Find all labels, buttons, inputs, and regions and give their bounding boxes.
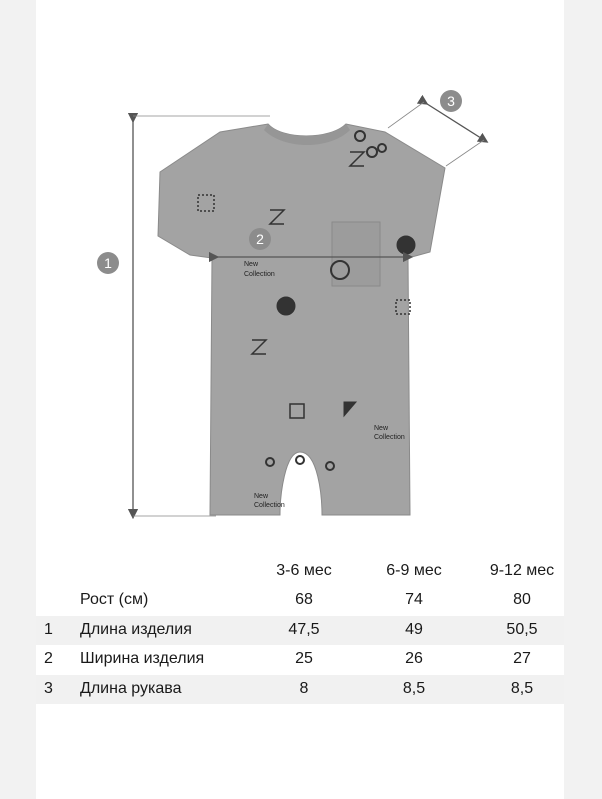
table-row (36, 645, 564, 675)
table-row (36, 586, 564, 616)
svg-text:New: New (254, 493, 269, 500)
row-value: 26 (405, 650, 423, 667)
length-badge: 1 (97, 252, 119, 274)
row-value: 80 (513, 591, 531, 608)
row-value: 49 (405, 620, 423, 638)
row-value: 25 (295, 650, 313, 667)
row-label: Длина рукава (80, 679, 182, 697)
row-value: 8 (299, 679, 309, 697)
svg-text:Collection: Collection (244, 271, 275, 278)
row-number: 2 (44, 650, 53, 667)
row-value: 8,5 (402, 679, 426, 697)
svg-text:New: New (374, 425, 389, 432)
sleeve-badge: 3 (440, 90, 462, 112)
svg-text:Collection: Collection (374, 434, 405, 441)
row-number: 1 (44, 620, 53, 638)
size-table (36, 552, 564, 704)
row-value: 8,5 (510, 679, 534, 697)
size-table-header (36, 552, 564, 586)
row-number: 3 (44, 679, 53, 697)
row-value: 74 (405, 591, 423, 608)
romper-pocket (332, 222, 380, 286)
size-header-2: 6-9 мес (386, 562, 442, 579)
svg-text:Collection: Collection (254, 502, 285, 509)
row-value: 50,5 (506, 620, 538, 638)
size-header-1: 3-6 мес (276, 562, 332, 579)
row-value: 68 (295, 591, 313, 608)
row-label: Ширина изделия (80, 650, 205, 667)
width-badge: 2 (249, 228, 271, 250)
row-label: Длина изделия (80, 620, 192, 638)
size-header-3: 9-12 мес (489, 562, 555, 579)
table-row (36, 616, 564, 646)
table-row (36, 675, 564, 705)
svg-text:New: New (244, 261, 259, 268)
row-value: 47,5 (288, 620, 320, 638)
row-label: Рост (см) (80, 591, 149, 608)
row-value: 27 (513, 650, 531, 667)
